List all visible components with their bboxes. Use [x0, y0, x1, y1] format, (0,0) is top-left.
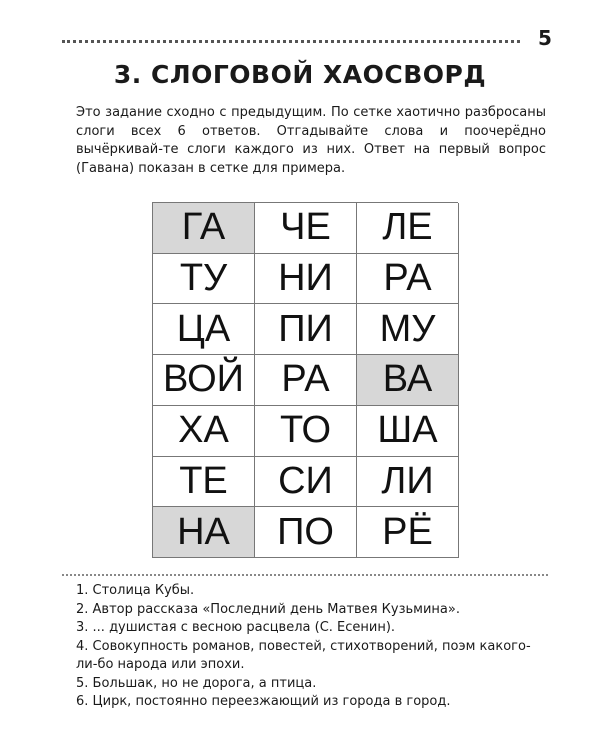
grid-cell[interactable]: ТЕ [153, 457, 255, 508]
grid-cell[interactable]: ПИ [255, 304, 357, 355]
grid-cell[interactable]: РА [357, 254, 459, 305]
grid-cell[interactable]: ЛЕ [357, 203, 459, 254]
questions-list [76, 582, 546, 712]
question-item: 6. Цирк, постоянно переезжающий из города в город. [76, 694, 451, 709]
intro-paragraph: Это задание сходно с предыдущим. По сетке хаотично разбросаны слоги всех 6 ответов. Отгадывайте слова и поочерёдно вычёркивай-те слоги каждого из них. Ответ на первый вопрос (Гавана) показан в сетке для примера. [76, 105, 546, 176]
grid-cell[interactable]: РЁ [357, 507, 459, 558]
question-item: 2. Автор рассказа «Последний день Матвея Кузьмина». [76, 601, 460, 617]
questions-dotted-rule [62, 574, 548, 576]
syllable-grid [152, 202, 458, 558]
grid-cell[interactable]: МУ [357, 304, 459, 355]
grid-cell[interactable]: ЛИ [357, 457, 459, 508]
grid-cell[interactable]: ТУ [153, 254, 255, 305]
grid-cell[interactable]: ЦА [153, 304, 255, 355]
question-item: 4. Совокупность романов, повестей, стихотворений, поэм какого-ли-бо народа или эпохи. [76, 638, 531, 672]
question-item: 1. Столица Кубы. [76, 583, 195, 598]
grid-cell[interactable]: ША [357, 406, 459, 457]
grid-cell[interactable]: НА [153, 507, 255, 558]
grid-cell[interactable]: ТО [255, 406, 357, 457]
grid-cell[interactable]: СИ [255, 457, 357, 508]
grid-cell[interactable]: ВА [357, 355, 459, 406]
page-number: 5 [538, 26, 552, 50]
grid-cell[interactable]: ЧЕ [255, 203, 357, 254]
header-dotted-rule [62, 40, 520, 43]
question-item: 3. ... душистая с весною расцвела (С. Есенин). [76, 620, 396, 635]
page-title: 3. СЛОГОВОЙ ХАОСВОРД [113, 60, 487, 89]
grid-cell[interactable]: РА [255, 355, 357, 406]
grid-cell[interactable]: ХА [153, 406, 255, 457]
grid-cell[interactable]: ВОЙ [153, 355, 255, 406]
grid-cell[interactable]: НИ [255, 254, 357, 305]
question-item: 5. Большак, но не дорога, а птица. [76, 675, 317, 691]
grid-cell[interactable]: ГА [153, 203, 255, 254]
grid-cell[interactable]: ПО [255, 507, 357, 558]
